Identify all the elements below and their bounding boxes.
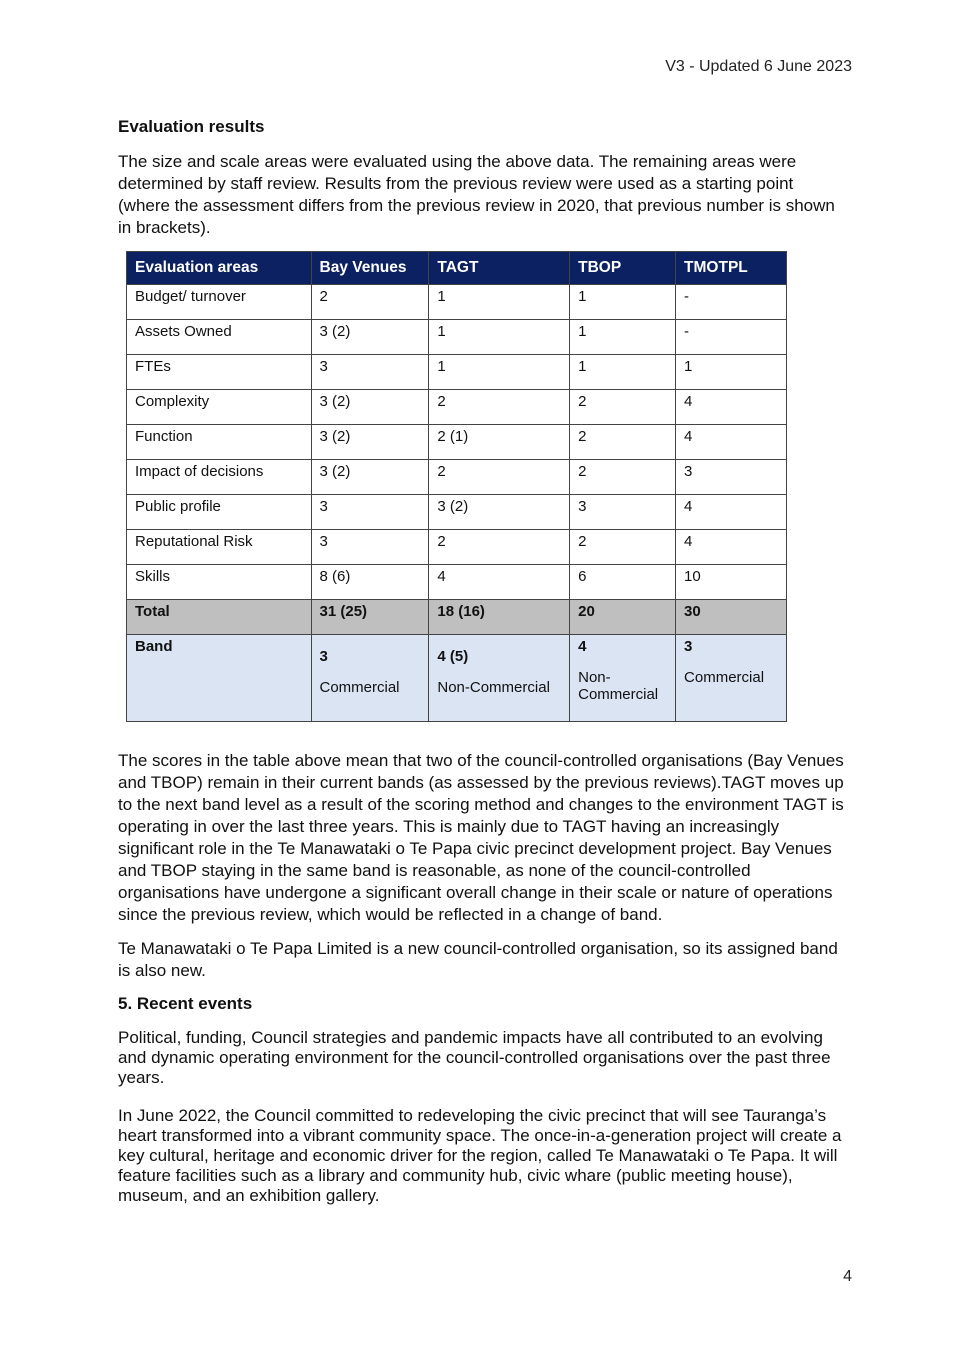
table-row xyxy=(127,425,787,460)
header-tagt: TAGT xyxy=(429,252,570,285)
table-row xyxy=(127,495,787,530)
table-cell: 2 (1) xyxy=(429,425,570,460)
band-number: 4 (5) xyxy=(437,648,469,665)
table-band-row xyxy=(127,635,787,722)
table-cell: 4 xyxy=(676,530,787,565)
new-cco-paragraph: Te Manawataki o Te Papa Limited is a new council-controlled organisation, so its assigned band is also new. xyxy=(118,939,838,980)
table-cell: Public profile xyxy=(127,495,312,530)
table-header-row xyxy=(127,252,787,285)
evaluation-table xyxy=(126,251,787,722)
table-cell: - xyxy=(676,285,787,320)
table-cell: 4 xyxy=(676,425,787,460)
section-heading-recent-events: 5. Recent events xyxy=(118,994,253,1013)
table-cell: 8 (6) xyxy=(311,565,429,600)
table-row xyxy=(127,530,787,565)
table-cell: 1 xyxy=(429,355,570,390)
band-label: Band xyxy=(127,635,312,722)
table-cell: 2 xyxy=(570,425,676,460)
table-row xyxy=(127,320,787,355)
section-heading-evaluation-results: Evaluation results xyxy=(118,117,265,136)
table-cell: 3 xyxy=(311,495,429,530)
table-row xyxy=(127,565,787,600)
table-cell: 3 xyxy=(311,355,429,390)
table-cell: 3 (2) xyxy=(311,460,429,495)
table-cell: Complexity xyxy=(127,390,312,425)
band-type: Commercial xyxy=(684,669,765,686)
table-cell: 3 xyxy=(311,530,429,565)
table-cell: 1 xyxy=(570,355,676,390)
band-number: 3 xyxy=(684,638,693,655)
table-cell: 3 (2) xyxy=(311,425,429,460)
table-cell: 1 xyxy=(570,320,676,355)
page-content xyxy=(118,117,844,1218)
version-label: V3 - Updated 6 June 2023 xyxy=(665,58,852,75)
band-type: Commercial xyxy=(319,679,400,696)
table-cell: Reputational Risk xyxy=(127,530,312,565)
total-cell: 18 (16) xyxy=(429,600,570,635)
total-label: Total xyxy=(127,600,312,635)
table-cell: 4 xyxy=(676,390,787,425)
band-type: Non-Commercial xyxy=(437,679,550,696)
total-cell: 20 xyxy=(570,600,676,635)
table-cell: 4 xyxy=(676,495,787,530)
band-cell xyxy=(676,635,787,722)
header-evaluation-areas: Evaluation areas xyxy=(127,252,312,285)
table-cell: 1 xyxy=(429,320,570,355)
table-cell: 3 xyxy=(570,495,676,530)
intro-paragraph: The size and scale areas were evaluated using the above data. The remaining areas were determined by staff review. Results from the previous review were used as a starting point (where the assessment differs from the previous review in 2020, that previous number is shown in brackets). xyxy=(118,152,835,237)
band-cell xyxy=(429,635,570,722)
table-cell: 10 xyxy=(676,565,787,600)
analysis-paragraph: The scores in the table above mean that two of the council-controlled organisations (Bay Venues and TBOP) remain in their current bands (as assessed by the previous reviews).TAGT moves up to the next band level as a result of the scoring method and changes to the environment TAGT is operating in over the last three years. This is mainly due to TAGT having an increasingly significant role in the Te Manawataki o Te Papa civic precinct development project. Bay Venues and TBOP staying in the same band is reasonable, as none of the council-controlled organisations have undergone a significant overall change in their scale or nature of operations since the previous review, which would be reflected in a change of band. xyxy=(118,751,844,924)
table-cell: 6 xyxy=(570,565,676,600)
table-cell: 3 xyxy=(676,460,787,495)
table-cell: Assets Owned xyxy=(127,320,312,355)
band-cell xyxy=(570,635,676,722)
table-cell: 1 xyxy=(676,355,787,390)
table-cell: FTEs xyxy=(127,355,312,390)
table-cell: 1 xyxy=(570,285,676,320)
table-cell: 3 (2) xyxy=(311,320,429,355)
table-cell: Budget/ turnover xyxy=(127,285,312,320)
table-cell: Skills xyxy=(127,565,312,600)
table-cell: Function xyxy=(127,425,312,460)
band-number: 3 xyxy=(319,648,328,665)
table-cell: 1 xyxy=(429,285,570,320)
table-cell: 2 xyxy=(570,460,676,495)
table-cell: 4 xyxy=(429,565,570,600)
table-cell: - xyxy=(676,320,787,355)
table-row xyxy=(127,285,787,320)
header-tmotpl: TMOTPL xyxy=(676,252,787,285)
table-cell: 3 (2) xyxy=(311,390,429,425)
header-bay-venues: Bay Venues xyxy=(311,252,429,285)
total-cell: 30 xyxy=(676,600,787,635)
table-cell: 2 xyxy=(570,390,676,425)
recent-events-paragraph-1: Political, funding, Council strategies and pandemic impacts have all contributed to an evolving and dynamic operating environment for the council-controlled organisations over the past three years. xyxy=(118,1028,831,1087)
table-row xyxy=(127,390,787,425)
band-cell xyxy=(311,635,429,722)
band-number: 4 xyxy=(578,638,587,655)
table-total-row xyxy=(127,600,787,635)
table-row xyxy=(127,355,787,390)
table-cell: 3 (2) xyxy=(429,495,570,530)
table-cell: Impact of decisions xyxy=(127,460,312,495)
table-cell: 2 xyxy=(429,460,570,495)
table-cell: 2 xyxy=(311,285,429,320)
band-type: Non-Commercial xyxy=(578,669,659,703)
page-number: 4 xyxy=(843,1268,852,1285)
table-cell: 2 xyxy=(570,530,676,565)
table-cell: 2 xyxy=(429,390,570,425)
table-row xyxy=(127,460,787,495)
header-tbop: TBOP xyxy=(570,252,676,285)
table-cell: 2 xyxy=(429,530,570,565)
total-cell: 31 (25) xyxy=(311,600,429,635)
recent-events-paragraph-2: In June 2022, the Council committed to redeveloping the civic precinct that will see Tauranga’s heart transformed into a vibrant community space. The once-in-a-generation project will create a key cultural, heritage and economic driver for the region, called Te Manawataki o Te Papa. It will feature facilities such as a library and community hub, civic whare (public meeting house), museum, and an exhibition gallery. xyxy=(118,1106,842,1205)
